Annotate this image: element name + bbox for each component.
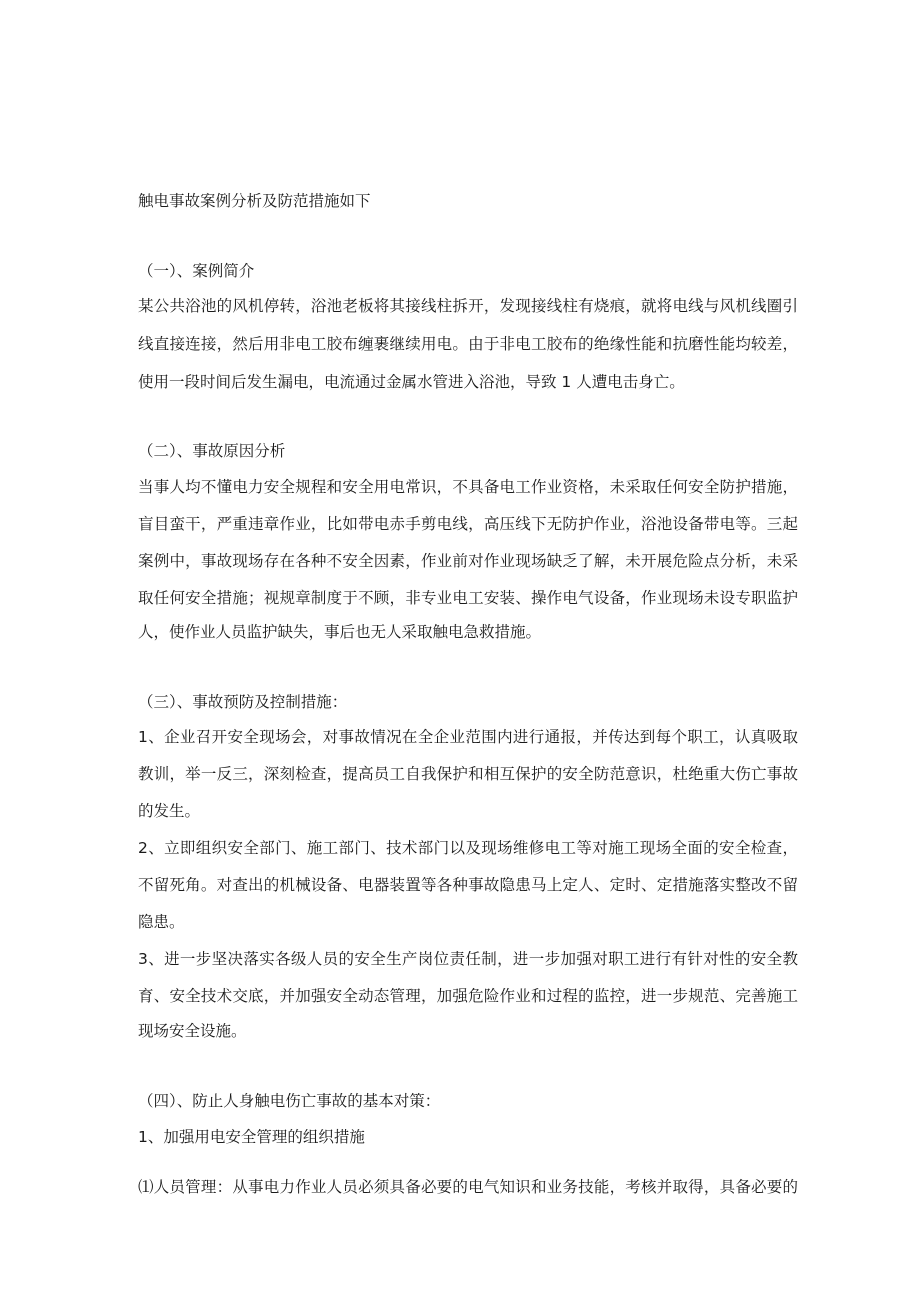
document-title: 触电事故案例分析及防范措施如下 bbox=[138, 192, 371, 210]
paragraph-line: 线直接连接，然后用非电工胶布缠裹继续用电。由于非电工胶布的绝缘性能和抗磨性能均较差， bbox=[138, 335, 798, 353]
paragraph-line: 隐患。 bbox=[138, 913, 185, 931]
paragraph-line: 当事人均不懂电力安全规程和安全用电常识，不具备电工作业资格，未采取任何安全防护措施， bbox=[138, 478, 798, 496]
paragraph-line: 1、企业召开安全现场会，对事故情况在全企业范围内进行通报，并传达到每个职工，认真吸取 bbox=[138, 728, 798, 746]
paragraph-line: 不留死角。对查出的机械设备、电器装置等各种事故隐患马上定人、定时、定措施落实整改不留 bbox=[138, 876, 798, 894]
paragraph-line: ⑴人员管理：从事电力作业人员必须具备必要的电气知识和业务技能，考核并取得，具备必要的 bbox=[138, 1178, 798, 1196]
section-heading-3: （三）、事故预防及控制措施： bbox=[138, 693, 348, 711]
paragraph-line: 盲目蛮干，严重违章作业，比如带电赤手剪电线，高压线下无防护作业，浴池设备带电等。三起 bbox=[138, 515, 798, 533]
section-heading-2: （二）、事故原因分析 bbox=[138, 442, 286, 460]
paragraph-line: 取任何安全措施；视规章制度于不顾，非专业电工安装、操作电气设备，作业现场未设专职监护 bbox=[138, 589, 798, 607]
paragraph-line: 案例中，事故现场存在各种不安全因素，作业前对作业现场缺乏了解，未开展危险点分析，未采 bbox=[138, 552, 798, 570]
paragraph-line: 教训，举一反三，深刻检查，提高员工自我保护和相互保护的安全防范意识，杜绝重大伤亡事故 bbox=[138, 765, 798, 783]
section-heading-1: （一）、案例简介 bbox=[138, 262, 255, 280]
paragraph-line: 育、安全技术交底，并加强安全动态管理，加强危险作业和过程的监控，进一步规范、完善施工 bbox=[138, 987, 798, 1005]
paragraph-line: 某公共浴池的风机停转，浴池老板将其接线柱拆开，发现接线柱有烧痕，就将电线与风机线圈引 bbox=[138, 297, 798, 315]
paragraph-line: 2、立即组织安全部门、施工部门、技术部门以及现场维修电工等对施工现场全面的安全检查， bbox=[138, 839, 798, 857]
section-heading-4: （四）、防止人身触电伤亡事故的基本对策： bbox=[138, 1092, 441, 1110]
paragraph-line: 使用一段时间后发生漏电，电流通过金属水管进入浴池，导致 1 人遭电击身亡。 bbox=[138, 373, 685, 391]
paragraph-line: 的发生。 bbox=[138, 802, 201, 820]
paragraph-line: 人，使作业人员监护缺失，事后也无人采取触电急救措施。 bbox=[138, 623, 542, 641]
paragraph-line: 1、加强用电安全管理的组织措施 bbox=[138, 1128, 365, 1146]
paragraph-line: 3、进一步坚决落实各级人员的安全生产岗位责任制，进一步加强对职工进行有针对性的安全教 bbox=[138, 950, 798, 968]
paragraph-line: 现场安全设施。 bbox=[138, 1022, 247, 1040]
